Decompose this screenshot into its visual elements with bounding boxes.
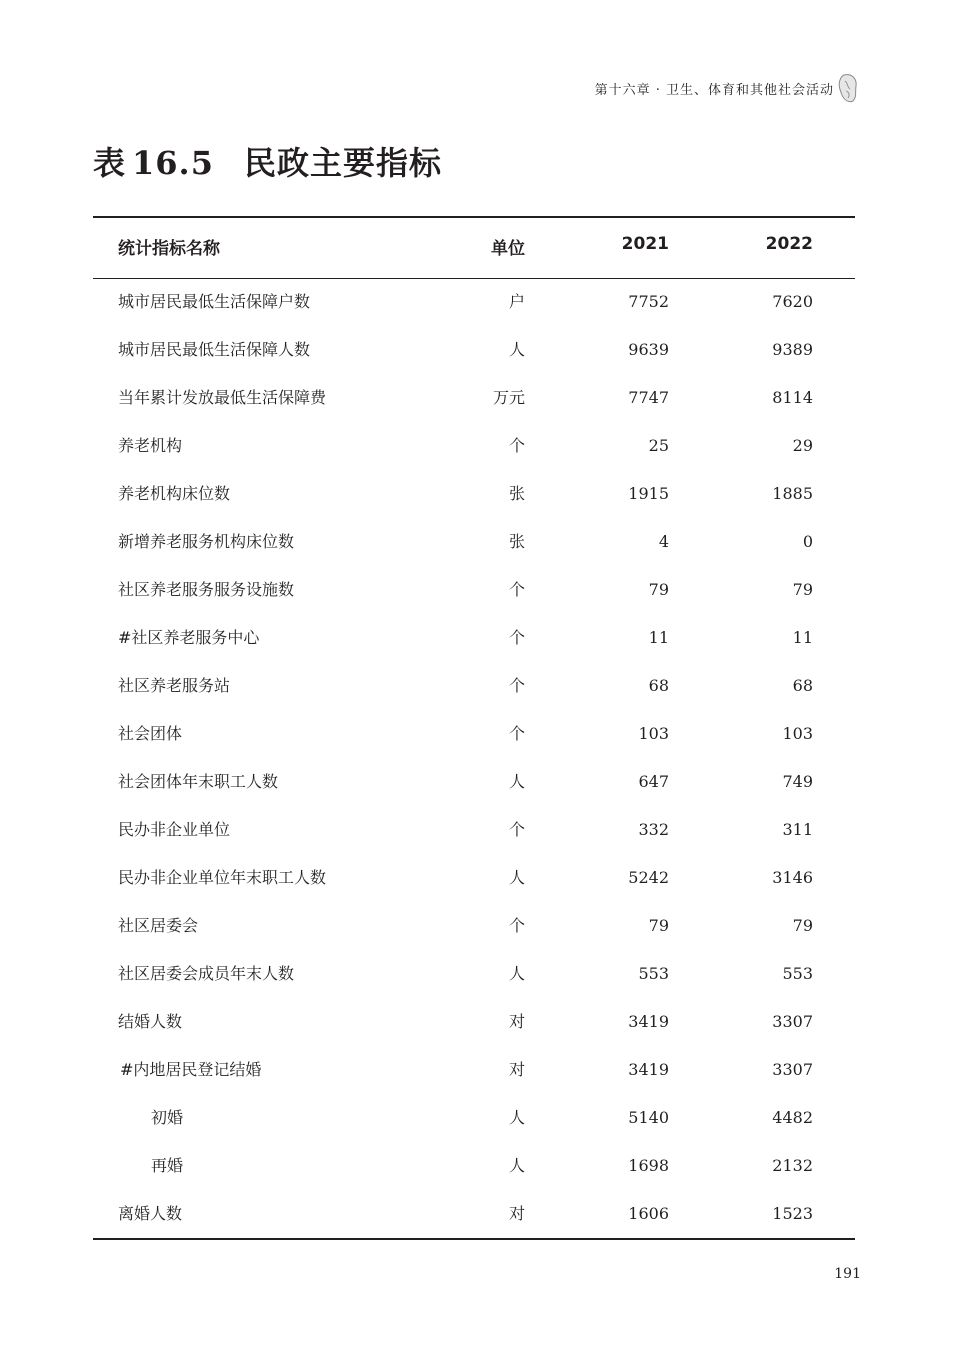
value-2021: 3419 — [628, 1060, 669, 1079]
value-2021: 68 — [648, 676, 669, 695]
value-2022: 1885 — [772, 484, 813, 503]
unit-cell: 张 — [508, 484, 525, 503]
value-2021: 1915 — [628, 484, 669, 503]
unit-cell: 个 — [508, 676, 525, 695]
table-number: 16.5 — [132, 144, 214, 182]
indicator-name: 新增养老服务机构床位数 — [118, 532, 295, 551]
value-2022: 29 — [792, 436, 813, 455]
running-header: 第十六章 · 卫生、体育和其他社会活动 — [594, 83, 834, 98]
table-row — [93, 718, 855, 766]
indicator-name: 民办非企业单位年末职工人数 — [118, 868, 327, 887]
unit-cell: 人 — [508, 964, 525, 983]
table-row — [93, 622, 855, 670]
indicator-name: 社区养老服务站 — [118, 676, 231, 695]
indicator-name: 再婚 — [151, 1156, 184, 1175]
unit-cell: 个 — [508, 436, 525, 455]
unit-cell: 人 — [508, 868, 525, 887]
value-2022: 2132 — [772, 1156, 813, 1175]
unit-cell: 对 — [508, 1012, 525, 1031]
header-unit: 单位 — [491, 239, 525, 259]
unit-cell: 个 — [508, 916, 525, 935]
value-2021: 7747 — [628, 388, 669, 407]
value-2022: 311 — [782, 820, 813, 839]
value-2022: 0 — [802, 532, 813, 551]
indicator-name: 社区居委会 — [118, 916, 199, 935]
value-2022: 3307 — [772, 1060, 813, 1079]
value-2021: 7752 — [628, 292, 669, 311]
indicator-name: #内地居民登记结婚 — [120, 1060, 262, 1079]
unit-cell: 张 — [508, 532, 525, 551]
value-2022: 553 — [782, 964, 813, 983]
indicator-name: 城市居民最低生活保障户数 — [118, 292, 311, 311]
page-number: 191 — [834, 1266, 861, 1282]
indicator-name: 结婚人数 — [118, 1012, 183, 1031]
unit-cell: 人 — [508, 340, 525, 359]
unit-cell: 个 — [508, 628, 525, 647]
table-header-rule — [93, 278, 855, 279]
unit-cell: 万元 — [492, 388, 525, 407]
unit-cell: 对 — [508, 1204, 525, 1223]
value-2021: 5140 — [628, 1108, 669, 1127]
unit-cell: 户 — [508, 292, 525, 311]
indicator-name: 离婚人数 — [118, 1204, 183, 1223]
indicator-name: 社会团体 — [118, 724, 183, 743]
table-top-rule — [93, 216, 855, 218]
value-2022: 79 — [792, 916, 813, 935]
indicator-name: 当年累计发放最低生活保障费 — [118, 388, 327, 407]
indicator-name: 社区养老服务服务设施数 — [118, 580, 295, 599]
table-row — [93, 958, 855, 1006]
table-row — [93, 334, 855, 382]
unit-cell: 人 — [508, 772, 525, 791]
table-title-text: 民政主要指标 — [243, 144, 442, 182]
value-2022: 3307 — [772, 1012, 813, 1031]
value-2022: 3146 — [772, 868, 813, 887]
table-row — [93, 574, 855, 622]
table-title-prefix: 表 — [93, 144, 127, 182]
indicator-name: 初婚 — [151, 1108, 184, 1127]
value-2022: 1523 — [772, 1204, 813, 1223]
table-row — [93, 814, 855, 862]
indicator-name: 养老机构 — [118, 436, 183, 455]
indicator-name: 社区居委会成员年末人数 — [118, 964, 295, 983]
unit-cell: 人 — [508, 1108, 525, 1127]
table-row — [93, 910, 855, 958]
table-bottom-rule — [93, 1238, 855, 1240]
table-row — [93, 526, 855, 574]
table-body — [93, 286, 855, 1246]
value-2021: 103 — [638, 724, 669, 743]
value-2022: 79 — [792, 580, 813, 599]
unit-cell: 对 — [508, 1060, 525, 1079]
value-2021: 11 — [648, 628, 669, 647]
value-2021: 1698 — [628, 1156, 669, 1175]
value-2021: 4 — [658, 532, 669, 551]
value-2021: 3419 — [628, 1012, 669, 1031]
table-row — [93, 1102, 855, 1150]
unit-cell: 人 — [508, 1156, 525, 1175]
value-2021: 5242 — [628, 868, 669, 887]
table-row — [93, 862, 855, 910]
unit-cell: 个 — [508, 724, 525, 743]
unit-cell: 个 — [508, 820, 525, 839]
indicator-name: 民办非企业单位 — [118, 820, 231, 839]
table-row — [93, 670, 855, 718]
ornament-icon — [838, 73, 858, 103]
table-row — [93, 430, 855, 478]
value-2022: 4482 — [772, 1108, 813, 1127]
value-2021: 1606 — [628, 1204, 669, 1223]
value-2021: 332 — [638, 820, 669, 839]
table-row — [93, 1006, 855, 1054]
value-2022: 7620 — [772, 292, 813, 311]
value-2021: 79 — [648, 580, 669, 599]
value-2022: 749 — [782, 772, 813, 791]
value-2021: 79 — [648, 916, 669, 935]
table-row — [93, 382, 855, 430]
value-2021: 647 — [638, 772, 669, 791]
header-indicator-name: 统计指标名称 — [118, 239, 220, 259]
indicator-name: #社区养老服务中心 — [118, 628, 260, 647]
table-row — [93, 1150, 855, 1198]
table-row — [93, 286, 855, 334]
header-year-2022: 2022 — [765, 234, 813, 254]
table-row — [93, 1054, 855, 1102]
table-header-row — [93, 234, 855, 262]
table-row — [93, 478, 855, 526]
value-2022: 68 — [792, 676, 813, 695]
table-title — [93, 138, 442, 184]
header-year-2021: 2021 — [621, 234, 669, 254]
value-2021: 25 — [648, 436, 669, 455]
value-2021: 9639 — [628, 340, 669, 359]
indicator-name: 养老机构床位数 — [118, 484, 231, 503]
value-2021: 553 — [638, 964, 669, 983]
table-row — [93, 766, 855, 814]
indicator-name: 城市居民最低生活保障人数 — [118, 340, 311, 359]
unit-cell: 个 — [508, 580, 525, 599]
value-2022: 103 — [782, 724, 813, 743]
value-2022: 11 — [792, 628, 813, 647]
indicator-name: 社会团体年末职工人数 — [118, 772, 279, 791]
value-2022: 8114 — [772, 388, 813, 407]
value-2022: 9389 — [772, 340, 813, 359]
